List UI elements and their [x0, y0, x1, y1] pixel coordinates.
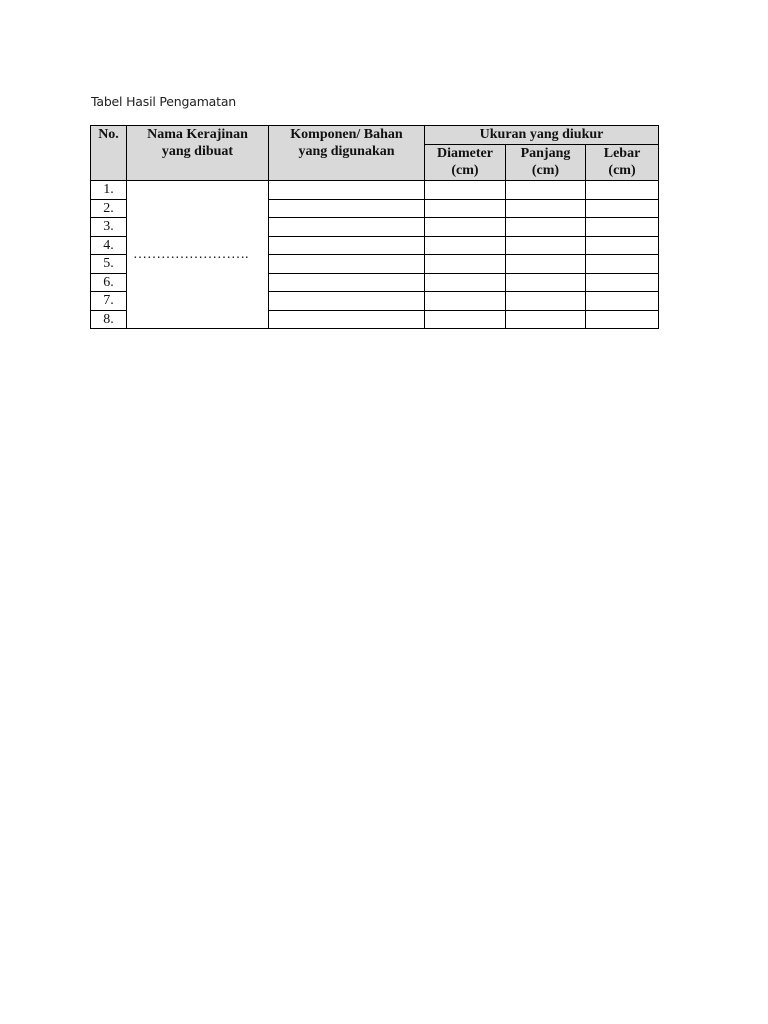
panjang-cell — [506, 181, 586, 200]
header-komponen-line2: yang digunakan — [298, 144, 395, 159]
diameter-cell — [425, 255, 506, 274]
header-nama-line2: yang dibuat — [161, 144, 234, 159]
komponen-cell — [269, 273, 425, 292]
row-number: 1. — [91, 181, 127, 200]
header-diameter — [425, 145, 506, 181]
komponen-cell — [269, 236, 425, 255]
panjang-cell — [506, 218, 586, 237]
row-number: 2. — [91, 199, 127, 218]
komponen-cell — [269, 255, 425, 274]
row-number: 4. — [91, 236, 127, 255]
header-komponen-line1: Komponen/ Bahan — [290, 127, 403, 142]
row-number: 7. — [91, 292, 127, 311]
komponen-cell — [269, 199, 425, 218]
panjang-cell — [506, 273, 586, 292]
diameter-cell — [425, 292, 506, 311]
diameter-cell — [425, 181, 506, 200]
komponen-cell — [269, 292, 425, 311]
header-nama-line1: Nama Kerajinan — [147, 127, 248, 142]
diameter-cell — [425, 310, 506, 329]
lebar-cell — [586, 199, 659, 218]
lebar-cell — [586, 273, 659, 292]
header-ukuran — [425, 126, 659, 145]
row-number: 6. — [91, 273, 127, 292]
table-row — [91, 181, 659, 200]
header-diameter-line1: Diameter — [437, 146, 493, 161]
header-no-label: No. — [98, 127, 119, 142]
header-lebar-line2: (cm) — [608, 163, 636, 178]
header-ukuran-label: Ukuran yang diukur — [479, 127, 604, 142]
panjang-cell — [506, 292, 586, 311]
diameter-cell — [425, 236, 506, 255]
lebar-cell — [586, 236, 659, 255]
komponen-cell — [269, 218, 425, 237]
header-panjang — [506, 145, 586, 181]
panjang-cell — [506, 199, 586, 218]
header-lebar-line1: Lebar — [603, 146, 641, 161]
observation-table — [90, 125, 659, 329]
header-lebar — [586, 145, 659, 181]
komponen-cell — [269, 181, 425, 200]
lebar-cell — [586, 310, 659, 329]
header-komponen-bahan — [269, 126, 425, 181]
header-panjang-line1: Panjang — [520, 146, 571, 161]
panjang-cell — [506, 255, 586, 274]
row-number: 5. — [91, 255, 127, 274]
diameter-cell — [425, 218, 506, 237]
row-number: 3. — [91, 218, 127, 237]
document-title: Tabel Hasil Pengamatan — [91, 94, 237, 109]
header-panjang-line2: (cm) — [531, 163, 560, 178]
panjang-cell — [506, 236, 586, 255]
header-nama-kerajinan — [127, 126, 269, 181]
header-no — [91, 126, 127, 181]
lebar-cell — [586, 181, 659, 200]
panjang-cell — [506, 310, 586, 329]
komponen-cell — [269, 310, 425, 329]
lebar-cell — [586, 255, 659, 274]
header-diameter-line2: (cm) — [451, 163, 479, 178]
lebar-cell — [586, 218, 659, 237]
diameter-cell — [425, 199, 506, 218]
row-number: 8. — [91, 310, 127, 329]
nama-kerajinan-placeholder: ……………………. — [127, 181, 269, 329]
diameter-cell — [425, 273, 506, 292]
lebar-cell — [586, 292, 659, 311]
